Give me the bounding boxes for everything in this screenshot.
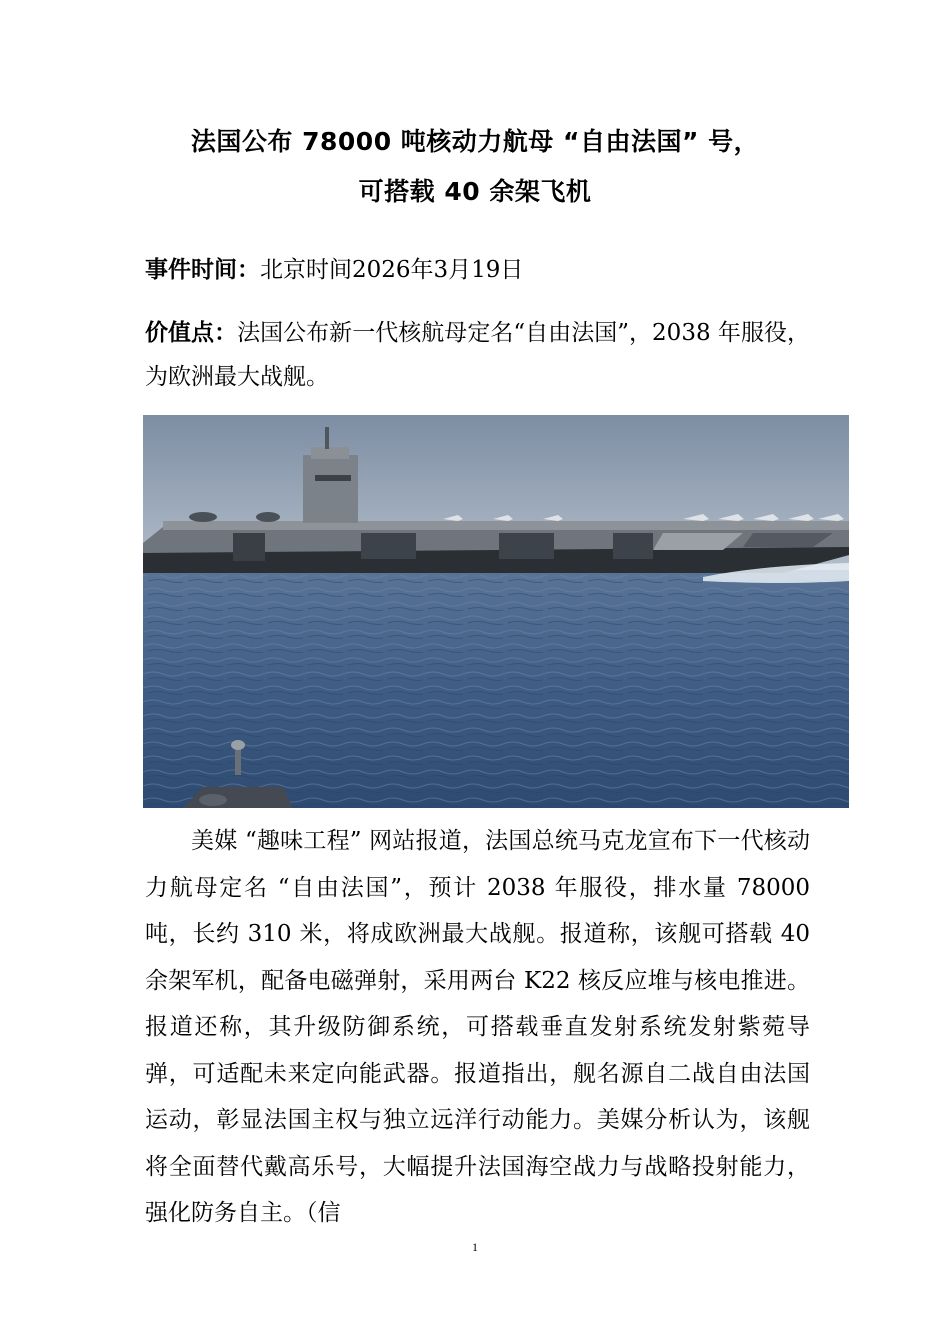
event-time-value: 北京时间2026年3月19日 [260, 257, 524, 283]
headline-line-1: 法国公布 78000 吨核动力航母 “自由法国” 号， [190, 127, 760, 156]
event-time [145, 248, 810, 292]
headline-line-2: 可搭载 40 余架飞机 [358, 177, 592, 206]
value-point [145, 311, 810, 399]
page-number: 1 [472, 1240, 478, 1254]
value-point-label: 价值点： [145, 320, 238, 346]
body-paragraph: 美媒 “趣味工程” 网站报道，法国总统马克龙宣布下一代核动力航母定名 “自由法国”，预计 2038 年服役，排水量 78000 吨，长约 310 米，将成欧洲最大战舰。报道称，该舰可搭载 40 余架军机，配备电磁弹射，采用两台 K22 核反应堆与核电推进。报道还称，其升级防御系统，可搭载垂直发射系统发射紫菀导弹，可适配未来定向能武器。报道指出，舰名源自二战自由法国运动，彰显法国主权与独立远洋行动能力。美媒分析认为，该舰将全面替代戴高乐号，大幅提升法国海空战力与战略投射能力，强化防务自主。（信 [145, 828, 810, 1226]
event-time-label: 事件时间： [145, 257, 260, 283]
value-point-text: 法国公布新一代核航母定名“自由法国”，2038 年服役，为欧洲最大战舰。 [145, 320, 810, 390]
aircraft-carrier-photo [143, 415, 849, 808]
